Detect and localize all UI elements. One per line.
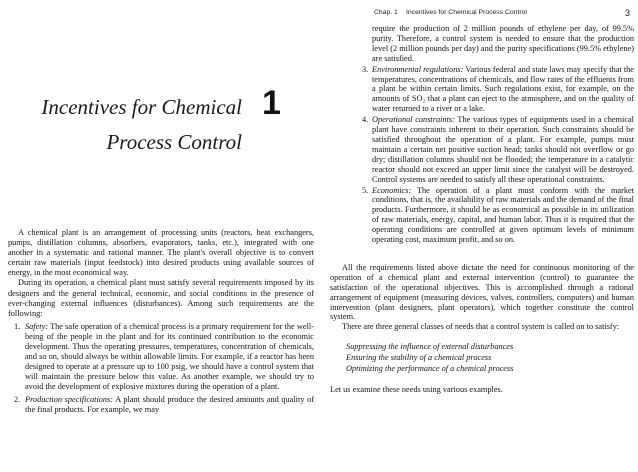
chapter-title-line-1: Incentives for Chemical bbox=[41, 95, 242, 119]
list-item bbox=[330, 115, 634, 184]
list-item-number: 1. bbox=[14, 321, 21, 331]
chapter-title-line-2: Process Control bbox=[106, 130, 242, 154]
continued-item-text: require the production of 2 million pounds of ethylene per day, of 99.5% purity. Therefore, a control system is needed to ensure that the production level (2 million pounds per day) and the purity specifications (99.5% ethylene) are satisfied. bbox=[372, 24, 634, 63]
list-item bbox=[330, 65, 634, 115]
intro-paragraph-1: A chemical plant is an arrangement of processing units (reactors, heat exchangers, pumps, distillation columns, absorbers, evaporators, tanks, etc.), integrated with one another in a systematic and rational manner. The plant's overall objective is to convert certain raw materials (input feedstock) into desired products using available sources of energy, in the most economical way. bbox=[8, 228, 314, 278]
requirements-list bbox=[8, 322, 314, 415]
list-item-text: Various federal and state laws may specify that the temperatures, concentrations of chemicals, and flow rates of the effluents from a plant be within certain limits. Such regulations exist, for example, on the amounts of SO₂ that a plant can eject to the atmosphere, and on the quality of water returned to a river or a lake. bbox=[372, 64, 634, 114]
list-item-number: 3. bbox=[362, 64, 369, 74]
list-item-label: Environmental regulations: bbox=[372, 64, 464, 74]
need-item: Ensuring the stability of a chemical process bbox=[346, 353, 492, 363]
closing-sentence: Let us examine these needs using various examples. bbox=[330, 385, 503, 394]
list-item-text: The operation of a plant must conform with the market conditions, that is, the availability of raw materials and the demand of the final products. Furthermore, it should be as economical as possible in its utilization of raw materials, energy, capital, and human labor. Thus it is required that the operating conditions are controlled at given optimum levels of minimum operating cost, maximum profit, and so on. bbox=[372, 185, 634, 245]
header-title: Incentives for Chemical Process Control bbox=[406, 9, 527, 16]
list-item-number: 5. bbox=[362, 185, 369, 195]
requirements-list-continued bbox=[330, 65, 634, 245]
right-page bbox=[322, 0, 638, 472]
right-body-text bbox=[330, 24, 634, 395]
chapter-number: 1 bbox=[262, 84, 281, 122]
chapter-title bbox=[22, 90, 242, 160]
list-item bbox=[330, 186, 634, 245]
left-body-text bbox=[8, 228, 314, 415]
list-item-text: The safe operation of a chemical process is a primary requirement for the well-being of the people in the plant and for its continued contribution to the economic development. Thus the operating pressures, temperatures, concentration of chemicals, and so on, should always be within allowable limits. For example, if a reactor has been designed to operate at a pressure up to 100 psig, we should have a control system that will maintain the pressure below this value. As another example, we should try to avoid the development of explosive mixtures during the operation of a plant. bbox=[25, 321, 314, 392]
list-item-label: Production specifications: bbox=[25, 394, 114, 404]
list-item-text: The various types of equipments used in a chemical plant have constraints inherent to their operation. Such constraints should be satisfied throughout the operation of a plant. For example, pumps must maintain a certain net positive suction head; tanks should not overflow or go dry; distillation columns should not be flooded; the temperature in a catalytic reactor should not exceed an upper limit since the catalyst will be destroyed. Control systems are needed to satisfy all these operational constraints. bbox=[372, 115, 634, 184]
list-item bbox=[8, 395, 314, 415]
list-item-number: 2. bbox=[14, 394, 21, 404]
list-item-number: 4. bbox=[362, 115, 369, 125]
classes-intro-paragraph: There are three general classes of needs that a control system is called on to satisfy: bbox=[342, 322, 620, 332]
list-item-label: Operational constraints: bbox=[372, 115, 455, 125]
paragraph-spacer bbox=[330, 245, 634, 263]
header-chapter: Chap. 1 bbox=[374, 9, 398, 16]
needs-list bbox=[330, 342, 634, 374]
running-header bbox=[322, 8, 638, 20]
control-need-paragraph: All the requirements listed above dictate the need for continuous monitoring of the operation of a chemical plant and external intervention (control) to guarantee the satisfaction of the operational objectives. This is accomplished through a rational arrangement of equipment (measuring devices, valves, controllers, computers) and human intervention (plant designers, plant operators), which together constitute the control system. bbox=[330, 262, 634, 322]
list-item-label: Economics: bbox=[372, 185, 412, 195]
need-item: Suppressing the influence of external disturbances bbox=[346, 342, 514, 352]
list-item-label: Safety: bbox=[25, 321, 49, 331]
list-item bbox=[8, 322, 314, 393]
left-page bbox=[0, 0, 316, 472]
need-item: Optimizing the performance of a chemical process bbox=[346, 364, 514, 374]
page-number: 3 bbox=[624, 8, 630, 18]
intro-paragraph-2: During its operation, a chemical plant must satisfy several requirements imposed by its designers and the general technical, economic, and social conditions in the presence of ever-changing external influences (disturbances). Among such requirements are the following: bbox=[8, 278, 314, 318]
list-item-text: A plant should produce the desired amounts and quality of the final products. For example, we may bbox=[25, 394, 314, 414]
